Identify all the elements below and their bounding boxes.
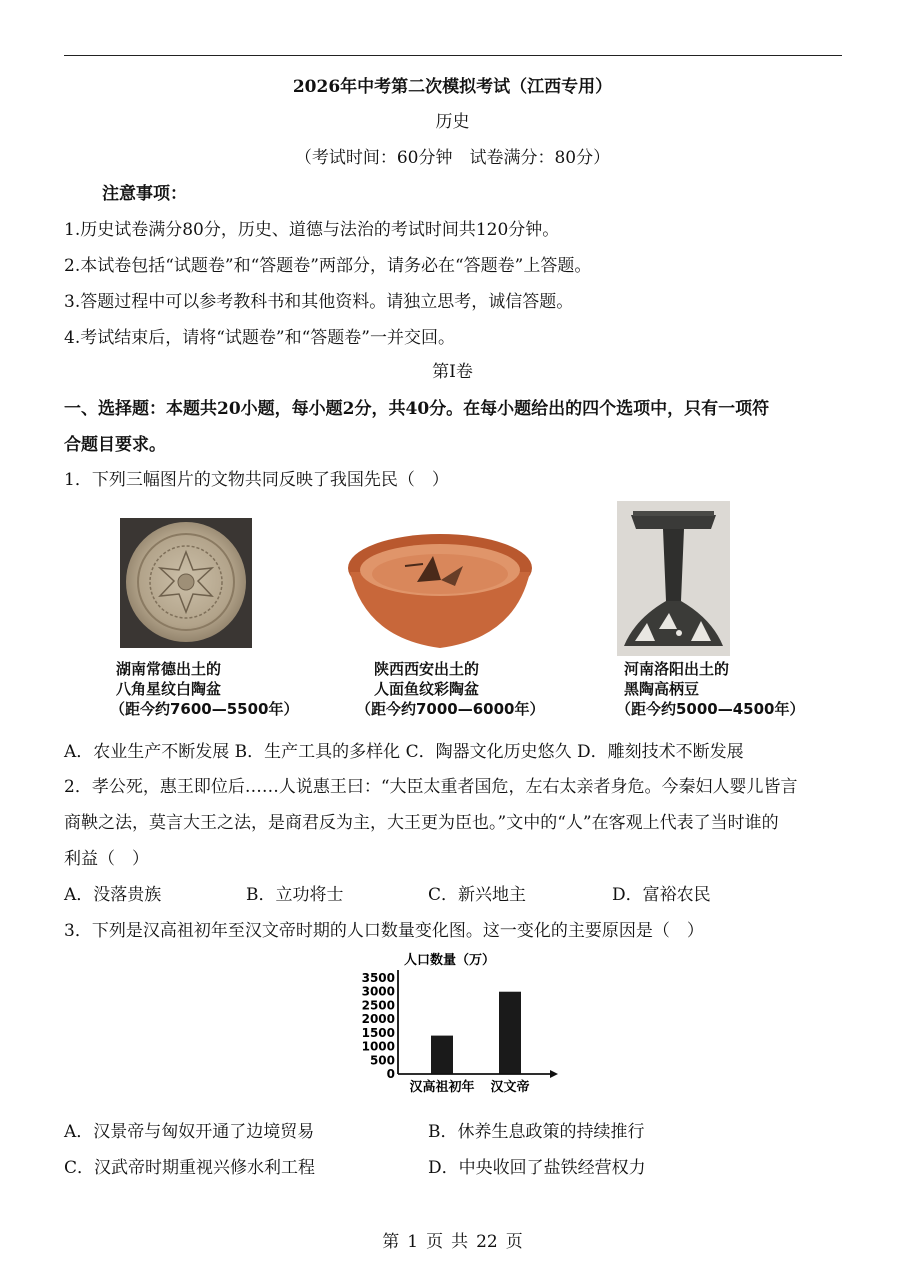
q2-option-b: B．立功将士	[246, 885, 344, 905]
chart-title: 人口数量（万）	[404, 953, 496, 968]
header-rule	[64, 55, 842, 56]
q2-option-a: A．没落贵族	[64, 885, 162, 905]
q1-stem: 1．下列三幅图片的文物共同反映了我国先民（ ）	[64, 470, 449, 490]
y-tick-label: 2500	[361, 998, 395, 1013]
artifact-image-white-pottery	[120, 518, 252, 648]
q3-stem: 3．下列是汉高祖初年至汉文帝时期的人口数量变化图。这一变化的主要原因是（ ）	[64, 921, 704, 941]
notice-item-3: 3.答题过程中可以参考教科书和其他资料。请独立思考，诚信答题。	[64, 292, 574, 312]
page-number: 1	[407, 1232, 419, 1252]
y-tick-label: 1000	[361, 1039, 395, 1054]
artifact-image-black-pottery	[617, 501, 730, 656]
bar-1	[431, 1036, 453, 1074]
q2-line1: 2．孝公死，惠王即位后……人说惠王曰：“大臣太重者国危，左右太亲者身危。今秦妇人婴儿皆言	[64, 777, 798, 797]
notice-item-1: 1.历史试卷满分80分，历史、道德与法治的考试时间共120分钟。	[64, 220, 560, 240]
chart-x-axis-arrow	[550, 1070, 558, 1078]
exam-info: （考试时间：60分钟 试卷满分：80分）	[294, 148, 611, 168]
population-chart	[348, 948, 560, 1098]
artifact-caption-2: 陕西西安出土的 人面鱼纹彩陶盆 （距今约7000—6000年）	[356, 660, 545, 718]
section-heading-line2: 合题目要求。	[64, 435, 166, 455]
page-total: 22	[476, 1232, 498, 1252]
notice-heading: 注意事项：	[102, 184, 187, 204]
volume-heading: 第Ⅰ卷	[432, 362, 473, 382]
y-tick-label: 500	[369, 1053, 395, 1068]
y-tick-label: 2000	[361, 1012, 395, 1027]
page-footer: 第 1 页 共 22 页	[382, 1232, 523, 1252]
artifact-caption-1: 湖南常德出土的 八角星纹白陶盆 （距今约7600—5500年）	[110, 660, 299, 718]
q2-option-c: C．新兴地主	[428, 885, 527, 905]
y-tick-label: 1500	[361, 1025, 395, 1040]
section-heading-line1: 一、选择题：本题共20小题，每小题2分，共40分。在每小题给出的四个选项中，只有一项符	[64, 399, 770, 419]
q3-option-b: B．休养生息政策的持续推行	[428, 1122, 645, 1142]
q1-options: A．农业生产不断发展 B．生产工具的多样化 C．陶器文化历史悠久 D．雕刻技术不断发展	[64, 742, 744, 762]
exam-title: 2026年中考第二次模拟考试（江西专用）	[292, 77, 613, 97]
q2-line3: 利益（ ）	[64, 849, 149, 869]
x-category-label: 汉高祖初年	[409, 1080, 475, 1095]
notice-item-4: 4.考试结束后，请将“试题卷”和“答题卷”一并交回。	[64, 328, 455, 348]
q3-option-d: D．中央收回了盐铁经营权力	[428, 1158, 646, 1178]
x-category-label: 汉文帝	[490, 1080, 530, 1095]
notice-item-2: 2.本试卷包括“试题卷”和“答题卷”两部分，请务必在“答题卷”上答题。	[64, 256, 592, 276]
q2-option-d: D．富裕农民	[612, 885, 711, 905]
q2-line2: 商鞅之法，莫言大王之法，是商君反为主，大王更为臣也。”文中的“人”在客观上代表了当时谁的	[64, 813, 779, 833]
artifact-caption-3: 河南洛阳出土的 黑陶高柄豆 （距今约5000—4500年）	[616, 660, 805, 718]
q3-option-a: A．汉景帝与匈奴开通了边境贸易	[64, 1122, 315, 1142]
y-tick-label: 3500	[361, 971, 395, 985]
exam-subject: 历史	[435, 112, 470, 132]
y-tick-label: 3000	[361, 984, 395, 999]
artifact-image-painted-bowl	[345, 530, 535, 652]
q3-option-c: C．汉武帝时期重视兴修水利工程	[64, 1158, 316, 1178]
y-tick-label: 0	[386, 1067, 395, 1081]
bar-2	[499, 992, 521, 1074]
population-chart-svg	[348, 948, 560, 1098]
